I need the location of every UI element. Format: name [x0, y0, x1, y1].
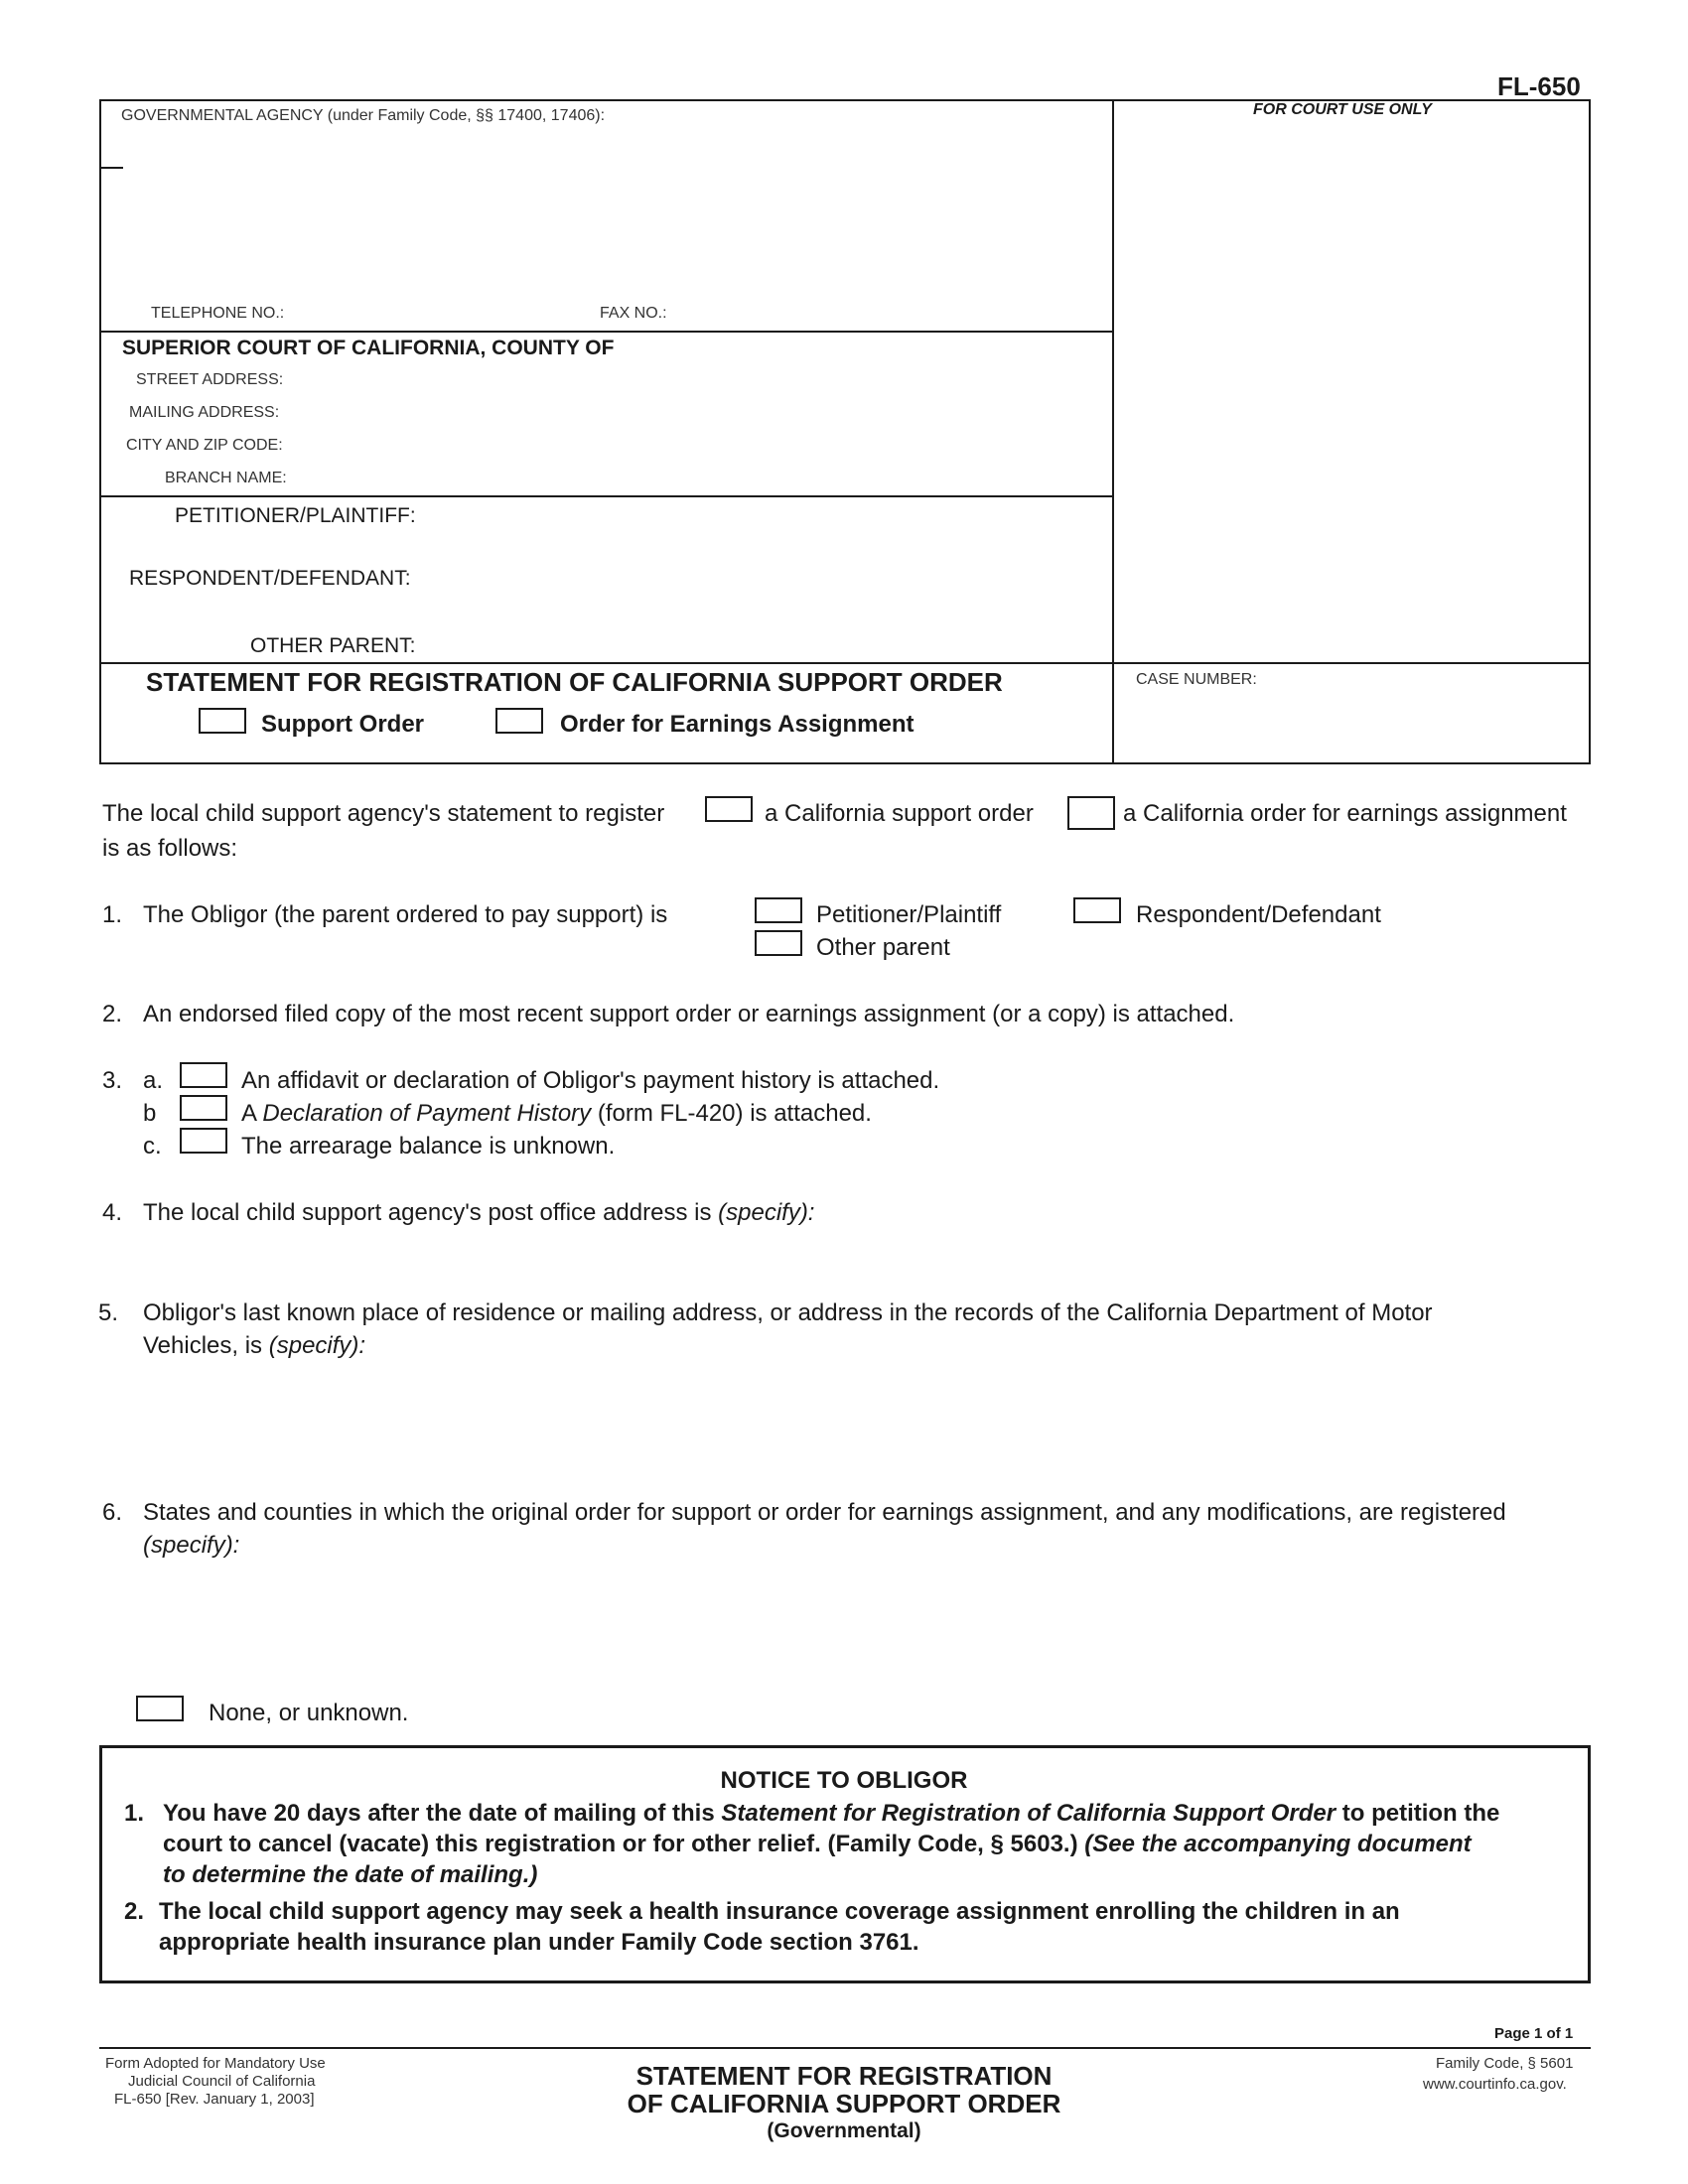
earnings-assignment-checkbox[interactable] [495, 708, 543, 734]
item4-specify: (specify): [718, 1199, 815, 1226]
respondent-label: RESPONDENT/DEFENDANT: [129, 567, 411, 590]
other-parent-label: OTHER PARENT: [250, 634, 416, 657]
item3-number: 3. [102, 1067, 123, 1094]
intro-text-2: is as follows: [102, 835, 238, 862]
item4-text [143, 1199, 814, 1227]
support-order-checkbox[interactable] [199, 708, 246, 734]
obligor-petitioner-label: Petitioner/Plaintiff [816, 901, 1002, 928]
footer-title-2: OF CALIFORNIA SUPPORT ORDER [627, 2089, 1061, 2118]
court-use-label: FOR COURT USE ONLY [1253, 101, 1432, 118]
item2-text: An endorsed filed copy of the most recent support order or earnings assignment (or a copy) is attached. [143, 1001, 1235, 1027]
item3b-form-title: Declaration of Payment History [262, 1100, 592, 1127]
page-indicator: Page 1 of 1 [1494, 2025, 1574, 2042]
item1-text: The Obligor (the parent ordered to pay support) is [143, 901, 668, 928]
item3b-pre: A [241, 1100, 263, 1127]
obligor-other-parent-checkbox[interactable] [755, 930, 802, 956]
agency-dash [99, 167, 123, 169]
item6-number: 6. [102, 1499, 123, 1526]
footer-left-2: Judicial Council of California [128, 2073, 316, 2090]
street-address-label: STREET ADDRESS: [136, 371, 284, 388]
notice1-pre: You have 20 days after the date of mailing of this [163, 1800, 722, 1827]
obligor-respondent-checkbox[interactable] [1073, 897, 1121, 923]
item3a-label: a. [143, 1067, 164, 1094]
item5-text-line1: Obligor's last known place of residence or mailing address, or address in the records of the California Department of Motor [143, 1299, 1433, 1326]
item5-number: 5. [98, 1299, 119, 1326]
item3a-text: An affidavit or declaration of Obligor's payment history is attached. [241, 1067, 940, 1094]
support-order-label: Support Order [261, 711, 425, 738]
city-zip-label: CITY AND ZIP CODE: [126, 437, 283, 454]
header-frame [99, 99, 1591, 764]
none-unknown-label: None, or unknown. [209, 1700, 409, 1726]
item3b-post: (form FL-420) is attached. [591, 1100, 872, 1127]
item3b-text [241, 1100, 872, 1128]
statement-title: STATEMENT FOR REGISTRATION OF CALIFORNIA SUPPORT ORDER [146, 667, 1003, 697]
case-number-label: CASE NUMBER: [1136, 671, 1257, 688]
header-divider [1112, 99, 1114, 764]
obligor-respondent-label: Respondent/Defendant [1136, 901, 1381, 928]
item3c-checkbox[interactable] [180, 1128, 227, 1154]
footer-title-1: STATEMENT FOR REGISTRATION [635, 2061, 1053, 2091]
agency-bottom-line [99, 331, 1112, 333]
item3c-label: c. [143, 1133, 162, 1160]
item4-main: The local child support agency's post office address is [143, 1199, 719, 1226]
telephone-label: TELEPHONE NO.: [151, 305, 285, 322]
form-number: FL-650 [1497, 71, 1581, 101]
obligor-other-parent-label: Other parent [816, 934, 950, 961]
mailing-address-label: MAILING ADDRESS: [129, 404, 280, 421]
notice-title: NOTICE TO OBLIGOR [720, 1767, 968, 1794]
notice1-line2-main: court to cancel (vacate) this registration or for other relief. (Family Code, § 5603.) [163, 1831, 1085, 1857]
notice1-form-title: Statement for Registration of California Support Order [721, 1800, 1336, 1827]
footer-title-3: (Governmental) [767, 2119, 921, 2142]
item5-main: Vehicles, is [143, 1332, 269, 1359]
footer-left-1: Form Adopted for Mandatory Use [105, 2055, 326, 2072]
notice1-line1 [163, 1800, 1499, 1828]
fax-label: FAX NO.: [600, 305, 667, 322]
item3a-checkbox[interactable] [180, 1062, 227, 1088]
ca-earnings-order-checkbox[interactable] [1067, 796, 1115, 830]
footer-rule [99, 2047, 1591, 2049]
intro-text: The local child support agency's statement to register [102, 800, 665, 827]
notice2-line2: appropriate health insurance plan under Family Code section 3761. [159, 1929, 919, 1956]
notice1-line2-ital: (See the accompanying document [1084, 1831, 1472, 1857]
parties-bottom-line [99, 662, 1591, 664]
notice1-line3: to determine the date of mailing.) [163, 1861, 538, 1888]
earnings-assignment-label: Order for Earnings Assignment [560, 711, 914, 738]
notice2-number: 2. [124, 1898, 145, 1925]
agency-label: GOVERNMENTAL AGENCY (under Family Code, §§ 17400, 17406): [121, 107, 606, 124]
item3b-checkbox[interactable] [180, 1095, 227, 1121]
ca-support-order-label: a California support order [765, 800, 1034, 827]
item1-number: 1. [102, 901, 123, 928]
notice1-post: to petition the [1336, 1800, 1500, 1827]
notice1-line2 [163, 1831, 1472, 1858]
item2-number: 2. [102, 1001, 123, 1027]
obligor-petitioner-checkbox[interactable] [755, 897, 802, 923]
footer-right-1: Family Code, § 5601 [1436, 2055, 1574, 2072]
court-title: SUPERIOR COURT OF CALIFORNIA, COUNTY OF [122, 337, 615, 359]
branch-name-label: BRANCH NAME: [165, 470, 287, 486]
footer-right-2: www.courtinfo.ca.gov. [1423, 2076, 1567, 2093]
item3b-label: b [143, 1100, 157, 1127]
item5-specify: (specify): [268, 1332, 366, 1359]
court-bottom-line [99, 495, 1112, 497]
notice2-line1: The local child support agency may seek a health insurance coverage assignment enrolling the children in an [159, 1898, 1400, 1925]
footer-left-3: FL-650 [Rev. January 1, 2003] [114, 2091, 315, 2108]
none-unknown-checkbox[interactable] [136, 1696, 184, 1721]
item6-specify: (specify): [143, 1532, 240, 1559]
item4-number: 4. [102, 1199, 123, 1226]
item5-text-line2 [143, 1332, 365, 1360]
petitioner-label: PETITIONER/PLAINTIFF: [175, 504, 416, 527]
ca-earnings-order-label: a California order for earnings assignment [1123, 800, 1567, 827]
ca-support-order-checkbox[interactable] [705, 796, 753, 822]
notice1-number: 1. [124, 1800, 145, 1827]
item3c-text: The arrearage balance is unknown. [241, 1133, 616, 1160]
item6-text-line1: States and counties in which the original order for support or order for earnings assignment, and any modifications, are registered [143, 1499, 1506, 1526]
